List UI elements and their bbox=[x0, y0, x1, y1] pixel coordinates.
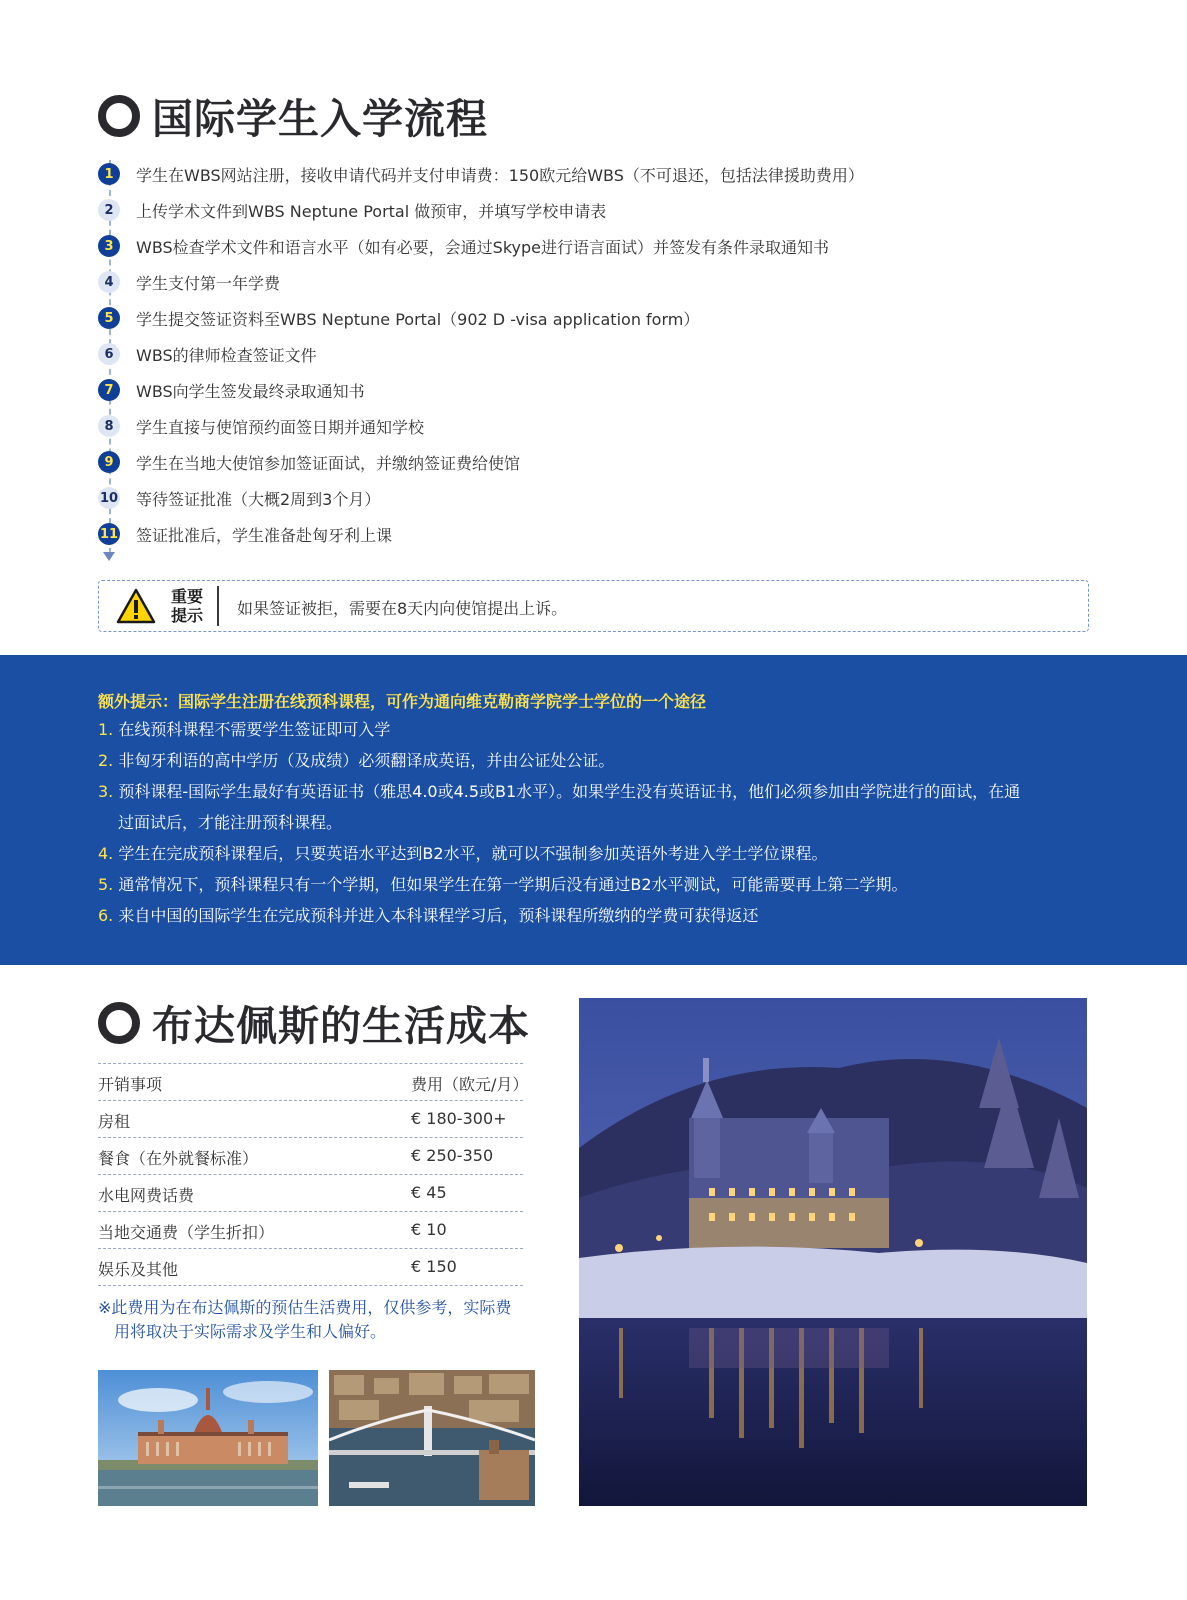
step-text: 上传学术文件到WBS Neptune Portal 做预审，并填写学校申请表 bbox=[136, 201, 607, 221]
extra-tips-band bbox=[0, 655, 1187, 965]
step-number: 6 bbox=[98, 343, 120, 365]
arrow-down-icon bbox=[103, 552, 115, 561]
section-title-text: 国际学生入学流程 bbox=[152, 95, 488, 143]
step-number: 4 bbox=[98, 271, 120, 293]
step-text: 等待签证批准（大概2周到3个月） bbox=[136, 489, 381, 509]
list-number: 3. bbox=[98, 782, 114, 801]
expense-cost: € 180-300+ bbox=[411, 1109, 507, 1128]
list-text: 学生在完成预科课程后，只要英语水平达到B2水平，就可以不强制参加英语外考进入学士学位课程。 bbox=[118, 844, 828, 863]
list-item bbox=[98, 838, 1058, 869]
table-row bbox=[98, 1248, 523, 1286]
step-text: 学生提交签证资料至WBS Neptune Portal（902 D -visa application form） bbox=[136, 309, 700, 329]
list-number: 1. bbox=[98, 720, 114, 739]
notice-label-line: 提示 bbox=[170, 606, 203, 625]
extra-tips-title: 额外提示：国际学生注册在线预科课程，可作为通向维克勒商学院学士学位的一个途径 bbox=[98, 692, 707, 711]
step-item bbox=[98, 160, 864, 188]
step-item bbox=[98, 232, 829, 260]
step-text: WBS的律师检查签证文件 bbox=[136, 345, 317, 365]
step-item bbox=[98, 448, 520, 476]
bridge-photo bbox=[329, 1370, 535, 1506]
step-text: 学生支付第一年学费 bbox=[136, 273, 281, 293]
ring-bullet-icon bbox=[98, 95, 140, 137]
column-header: 费用（欧元/月） bbox=[411, 1075, 529, 1094]
step-number: 2 bbox=[98, 199, 120, 221]
step-number: 1 bbox=[98, 163, 120, 185]
list-item bbox=[98, 776, 1058, 838]
column-header: 开销事项 bbox=[98, 1075, 163, 1094]
step-item bbox=[98, 412, 424, 440]
list-text: 在线预科课程不需要学生签证即可入学 bbox=[118, 720, 391, 739]
step-item bbox=[98, 376, 365, 404]
section-title-admission bbox=[98, 86, 488, 145]
list-text: 通常情况下，预科课程只有一个学期，但如果学生在第一学期后没有通过B2水平测试，可能需要再上第二学期。 bbox=[118, 875, 908, 894]
expense-cost: € 250-350 bbox=[411, 1146, 494, 1165]
expense-item: 餐食（在外就餐标准） bbox=[98, 1149, 259, 1168]
step-number: 10 bbox=[98, 487, 120, 509]
castle-night-photo bbox=[579, 998, 1087, 1506]
list-item bbox=[98, 714, 1058, 745]
notice-label bbox=[165, 587, 209, 625]
cost-note bbox=[98, 1296, 538, 1344]
step-number: 8 bbox=[98, 415, 120, 437]
step-text: 学生在当地大使馆参加签证面试，并缴纳签证费给使馆 bbox=[136, 453, 521, 473]
step-text: WBS向学生签发最终录取通知书 bbox=[136, 381, 365, 401]
step-item bbox=[98, 520, 392, 548]
expense-cost: € 45 bbox=[411, 1183, 447, 1202]
cost-note-text-continued: 用将取决于实际需求及学生和人偏好。 bbox=[114, 1322, 387, 1341]
ring-bullet-icon bbox=[98, 1002, 140, 1044]
step-number: 11 bbox=[98, 523, 120, 545]
expense-item: 房租 bbox=[98, 1112, 131, 1131]
step-number: 9 bbox=[98, 451, 120, 473]
list-number: 2. bbox=[98, 751, 114, 770]
notice-text: 如果签证被拒，需要在8天内向使馆提出上诉。 bbox=[237, 599, 568, 618]
table-row bbox=[98, 1211, 523, 1248]
table-row bbox=[98, 1174, 523, 1211]
notice-label-line: 重要 bbox=[170, 587, 203, 606]
table-row bbox=[98, 1100, 523, 1137]
cost-table bbox=[98, 1063, 529, 1286]
list-number: 6. bbox=[98, 906, 114, 925]
list-item bbox=[98, 745, 1058, 776]
step-text: 签证批准后，学生准备赴匈牙利上课 bbox=[136, 525, 393, 545]
section-title-living-cost bbox=[98, 993, 530, 1052]
step-number: 3 bbox=[98, 235, 120, 257]
castle-image bbox=[579, 998, 1087, 1506]
expense-cost: € 10 bbox=[411, 1220, 447, 1239]
step-item bbox=[98, 484, 380, 512]
table-header-row bbox=[98, 1063, 529, 1100]
cost-note-text: ※此费用为在布达佩斯的预估生活费用，仅供参考，实际费 bbox=[98, 1298, 512, 1317]
step-item bbox=[98, 196, 606, 224]
list-text-continued: 过面试后，才能注册预科课程。 bbox=[118, 813, 343, 832]
list-text: 来自中国的国际学生在完成预科并进入本科课程学习后，预科课程所缴纳的学费可获得返还 bbox=[118, 906, 759, 925]
expense-item: 水电网费话费 bbox=[98, 1186, 195, 1205]
step-item bbox=[98, 304, 699, 332]
parliament-image bbox=[98, 1370, 318, 1506]
list-number: 5. bbox=[98, 875, 114, 894]
step-item bbox=[98, 340, 317, 368]
list-number: 4. bbox=[98, 844, 114, 863]
list-item bbox=[98, 869, 1058, 900]
expense-cost: € 150 bbox=[411, 1257, 457, 1276]
table-row bbox=[98, 1137, 523, 1174]
important-notice-box bbox=[98, 580, 1089, 632]
warning-icon bbox=[116, 587, 156, 625]
divider bbox=[217, 586, 219, 626]
step-number: 5 bbox=[98, 307, 120, 329]
list-text: 预科课程-国际学生最好有英语证书（雅思4.0或4.5或B1水平）。如果学生没有英语证书，他们必须参加由学院进行的面试，在通 bbox=[118, 782, 1021, 801]
step-text: WBS检查学术文件和语言水平（如有必要，会通过Skype进行语言面试）并签发有条件录取通知书 bbox=[136, 237, 829, 257]
bridge-image bbox=[329, 1370, 535, 1506]
expense-item: 娱乐及其他 bbox=[98, 1260, 179, 1279]
expense-item: 当地交通费（学生折扣） bbox=[98, 1223, 275, 1242]
section-title-text: 布达佩斯的生活成本 bbox=[152, 1002, 530, 1050]
step-item bbox=[98, 268, 280, 296]
list-item bbox=[98, 900, 1058, 931]
step-text: 学生在WBS网站注册，接收申请代码并支付申请费：150欧元给WBS（不可退还，包括法律援助费用） bbox=[136, 165, 864, 185]
parliament-photo bbox=[98, 1370, 318, 1506]
step-text: 学生直接与使馆预约面签日期并通知学校 bbox=[136, 417, 425, 437]
list-text: 非匈牙利语的高中学历（及成绩）必须翻译成英语，并由公证处公证。 bbox=[118, 751, 615, 770]
step-number: 7 bbox=[98, 379, 120, 401]
